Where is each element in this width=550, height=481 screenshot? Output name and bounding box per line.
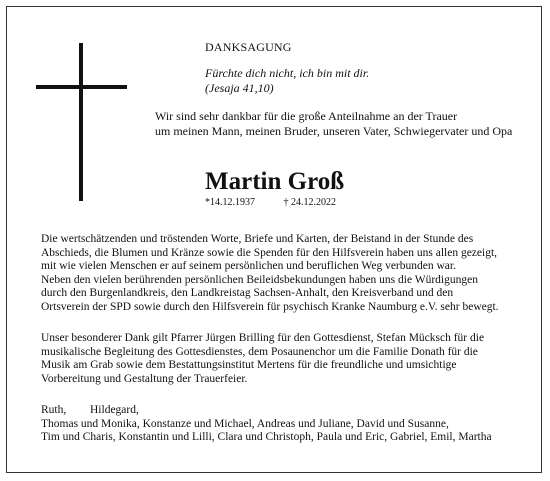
birth-date: *14.12.1937 (205, 197, 255, 208)
bible-verse (205, 66, 369, 96)
cross-horizontal-bar (36, 85, 127, 89)
paragraph-line: Unser besonderer Dank gilt Pfarrer Jürgen Brilling für den Gottesdienst, Stefan Mücksch für die (41, 332, 485, 344)
family-line: Tim und Charis, Konstantin und Lilli, Clara und Christoph, Paula und Eric, Gabriel, Emil, Martha (41, 431, 492, 444)
paragraph-line: Ortsverein der SPD sowie durch den Hilfsverein für psychisch Kranke Naumburg e.V. sehr bewegt. (41, 300, 499, 313)
thanks-paragraph-2 (41, 332, 511, 386)
paragraph-line: Musik am Grab sowie dem Bestattungsinstitut Mertens für die freundliche und umsichtige (41, 359, 457, 372)
intro-text (155, 109, 512, 139)
paragraph-line: mit wie vielen Menschen er auf seinem persönlichen und beruflichen Weg verbunden war. (41, 260, 456, 273)
paragraph-line: musikalische Begleitung des Gottesdienstes, dem Posaunenchor um die Familie Donath für die (41, 345, 478, 358)
paragraph-line: Die wertschätzenden und tröstenden Worte, Briefe und Karten, der Beistand in der Stunde des (41, 233, 474, 245)
intro-line: Wir sind sehr dankbar für die große Anteilnahme an der Trauer (155, 109, 458, 123)
notice-heading: DANKSAGUNG (205, 40, 292, 54)
paragraph-line: durch den Burgenlandkreis, den Landkreistag Sachsen-Anhalt, den Kreisverband und den (41, 287, 454, 300)
family-line: Thomas und Monika, Konstanze und Michael, Andreas und Juliane, David und Susanne, (41, 417, 449, 430)
death-date: † 24.12.2022 (283, 197, 336, 208)
verse-reference: (Jesaja 41,10) (205, 81, 274, 95)
family-name: Ruth, (41, 404, 67, 416)
family-name: Hildegard, (90, 404, 139, 416)
deceased-name: Martin Groß (205, 168, 345, 195)
intro-line: um meinen Mann, meinen Bruder, unseren Vater, Schwiegervater und Opa (155, 124, 513, 138)
family-signatures (41, 404, 492, 445)
cross-vertical-bar (79, 43, 83, 201)
paragraph-line: Neben den vielen berührenden persönlichen Beileidsbekundungen haben uns die Würdigungen (41, 273, 478, 286)
family-line (41, 404, 492, 418)
paragraph-line: Abschieds, die Blumen und Kränze sowie die Spenden für den Hilfsverein haben uns allen gezeigt, (41, 246, 498, 259)
life-dates (205, 197, 362, 208)
verse-text: Fürchte dich nicht, ich bin mit dir. (205, 66, 370, 80)
thanks-paragraph-1 (41, 233, 511, 315)
paragraph-line: Vorbereitung und Gestaltung der Trauerfeier. (41, 372, 248, 385)
